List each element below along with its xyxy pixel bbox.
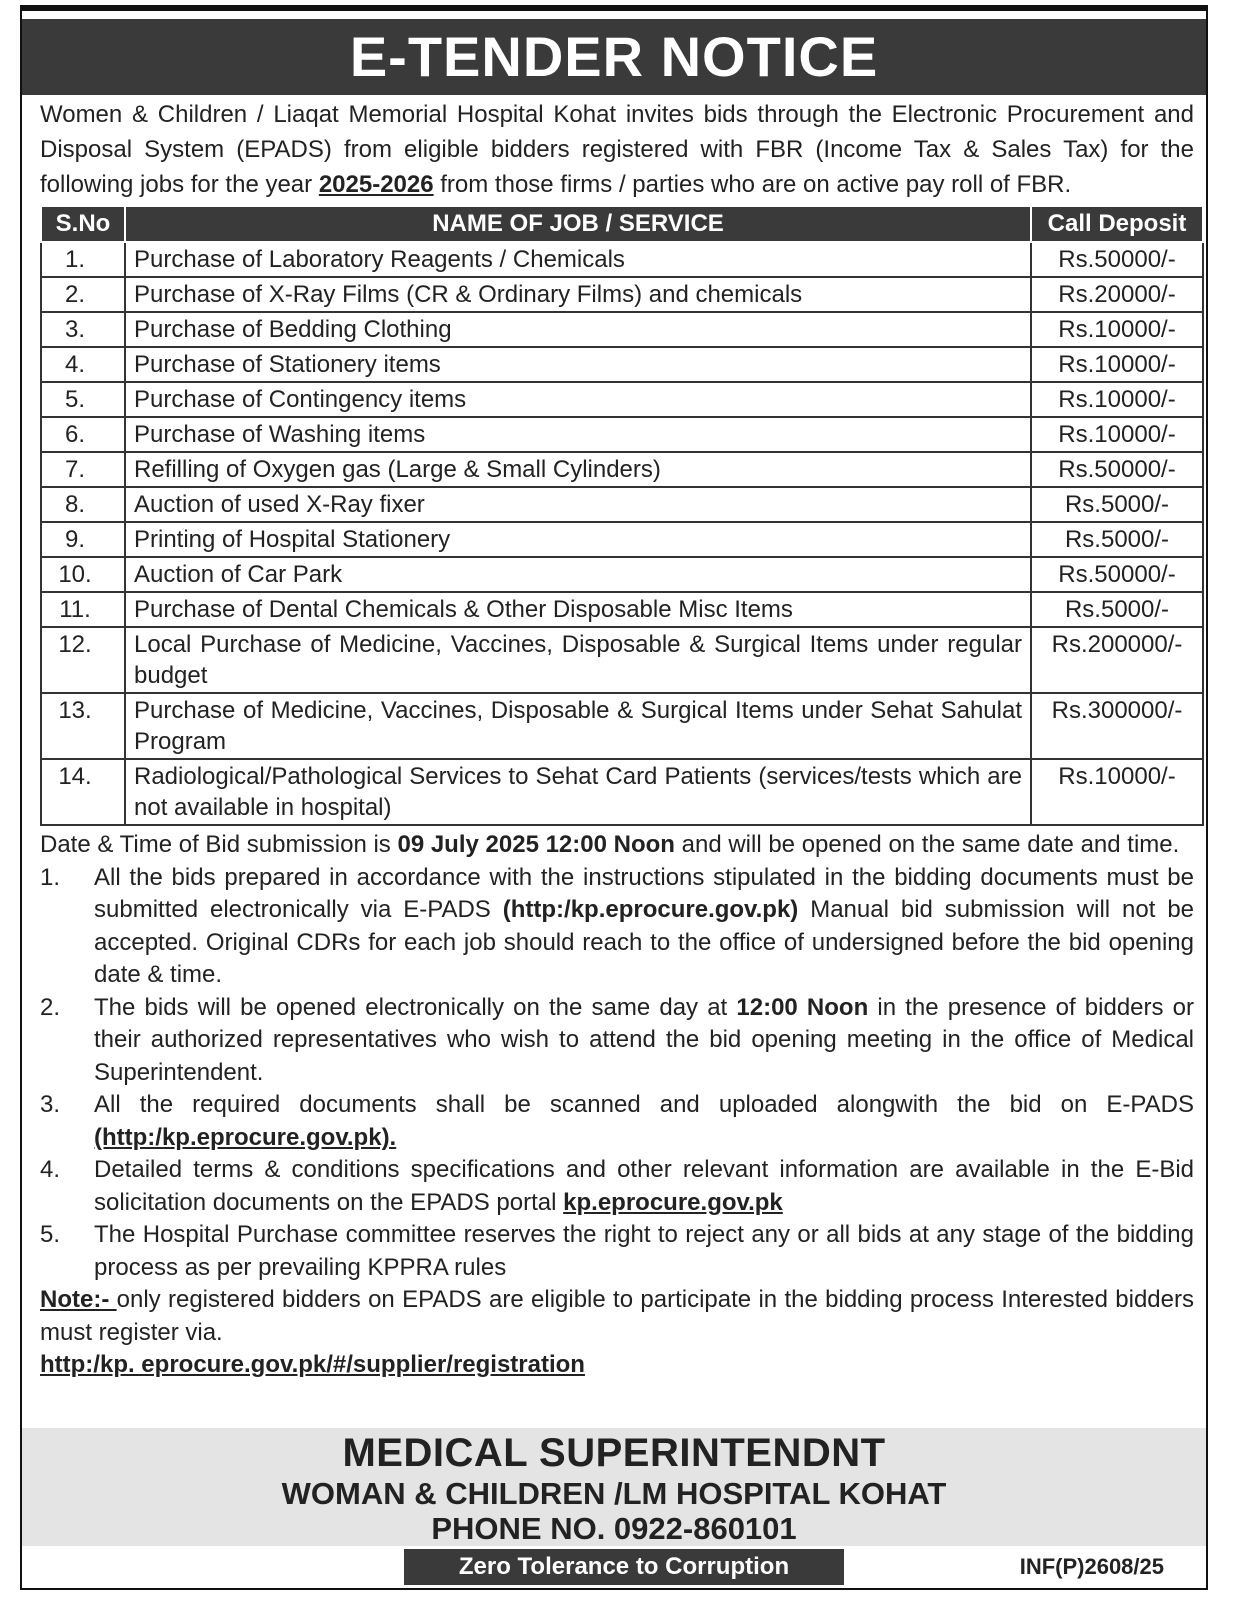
term-text-end: in the presence of bidders or their authorized representatives who wish to attend the bid opening meeting in the office of Medical Superintendent. xyxy=(94,993,1194,1086)
table-row xyxy=(41,693,1203,759)
row-deposit: Rs.10000/- xyxy=(1031,347,1203,382)
jobs-table xyxy=(40,205,1204,826)
intro-text-end: from those firms / parties who are on active pay roll of FBR. xyxy=(433,171,1072,198)
header-job-name: NAME OF JOB / SERVICE xyxy=(125,206,1031,242)
row-deposit: Rs.50000/- xyxy=(1031,557,1203,592)
row-sno: 13. xyxy=(41,693,125,759)
row-sno: 3. xyxy=(41,312,125,347)
list-item xyxy=(40,1154,1194,1219)
designation: MEDICAL SUPERINTENDNT xyxy=(342,1431,886,1475)
intro-year: 2025-2026 xyxy=(318,171,434,198)
phone-number: PHONE NO. 0922-860101 xyxy=(431,1511,797,1546)
row-job-name: Auction of used X-Ray fixer xyxy=(125,487,1031,522)
header-call-deposit: Call Deposit xyxy=(1031,206,1203,242)
term-emphasis: 12:00 Noon xyxy=(736,993,869,1021)
term-number: 4. xyxy=(40,1156,61,1183)
table-header-row xyxy=(41,206,1203,242)
row-deposit: Rs.200000/- xyxy=(1031,627,1203,693)
row-sno: 11. xyxy=(41,592,125,627)
notice-frame xyxy=(20,5,1208,1590)
row-job-name: Purchase of X-Ray Films (CR & Ordinary Films) and chemicals xyxy=(125,277,1031,312)
note-text: only registered bidders on EPADS are eligible to participate in the bidding process Interested bidders must register via. xyxy=(40,1286,1194,1346)
term-text: Detailed terms & conditions specifications and other relevant information are available in the E-Bid solicitation documents on the EPADS portal xyxy=(94,1156,1194,1216)
term-link[interactable]: (http:/kp.eprocure.gov.pk). xyxy=(94,1123,397,1151)
row-sno: 9. xyxy=(41,522,125,557)
term-link[interactable]: (http:/kp.eprocure.gov.pk) xyxy=(502,896,799,923)
row-deposit: Rs.50000/- xyxy=(1031,242,1203,277)
row-deposit: Rs.10000/- xyxy=(1031,312,1203,347)
note-label: Note:- xyxy=(40,1286,117,1313)
row-job-name: Purchase of Dental Chemicals & Other Disposable Misc Items xyxy=(125,592,1031,627)
term-text: All the bids prepared in accordance with the instructions stipulated in the bidding documents must be submitted electronically via E-PADS xyxy=(94,863,1194,923)
row-job-name: Printing of Hospital Stationery xyxy=(125,522,1031,557)
signature-block xyxy=(22,1428,1206,1546)
row-sno: 14. xyxy=(41,759,125,825)
row-job-name: Purchase of Bedding Clothing xyxy=(125,312,1031,347)
term-text: The bids will be opened electronically on the same day at xyxy=(94,993,737,1021)
submission-paragraph xyxy=(40,829,1194,862)
office-name: WOMAN & CHILDREN /LM HOSPITAL KOHAT xyxy=(281,1476,947,1511)
row-sno: 10. xyxy=(41,557,125,592)
row-deposit: Rs.10000/- xyxy=(1031,759,1203,825)
note-paragraph xyxy=(40,1284,1194,1349)
table-row xyxy=(41,242,1203,277)
row-job-name: Purchase of Washing items xyxy=(125,417,1031,452)
table-row xyxy=(41,277,1203,312)
row-job-name: Radiological/Pathological Services to Sehat Card Patients (services/tests which are not available in hospital) xyxy=(125,759,1031,825)
term-number: 2. xyxy=(40,993,61,1021)
row-deposit: Rs.5000/- xyxy=(1031,487,1203,522)
terms-list xyxy=(40,862,1194,1285)
row-sno: 12. xyxy=(41,627,125,693)
submission-datetime: 09 July 2025 12:00 Noon xyxy=(397,831,675,858)
list-item xyxy=(40,1089,1194,1154)
list-item xyxy=(40,1219,1194,1284)
row-sno: 1. xyxy=(41,242,125,277)
row-deposit: Rs.20000/- xyxy=(1031,277,1203,312)
table-row xyxy=(41,417,1203,452)
table-row xyxy=(41,452,1203,487)
term-number: 3. xyxy=(40,1091,61,1118)
notice-title: E-TENDER NOTICE xyxy=(22,19,1206,95)
row-job-name: Purchase of Contingency items xyxy=(125,382,1031,417)
header-sno: S.No xyxy=(41,206,125,242)
term-text-end: Manual bid submission will not be accepted. Original CDRs for each job should reach to the office of undersigned before the bid opening date & time. xyxy=(94,896,1195,988)
row-job-name: Auction of Car Park xyxy=(125,557,1031,592)
row-sno: 7. xyxy=(41,452,125,487)
row-deposit: Rs.5000/- xyxy=(1031,592,1203,627)
submission-text: Date & Time of Bid submission is xyxy=(40,831,398,858)
top-rule xyxy=(22,7,1206,11)
registration-link[interactable]: http:/kp. eprocure.gov.pk/#/supplier/registration xyxy=(40,1351,585,1378)
note-link-line xyxy=(40,1349,1194,1382)
intro-text: Women & Children / Liaqat Memorial Hospital Kohat invites bids through the Electronic Procurement and Disposal System (EPADS) from eligible bidders registered with FBR (Income Tax & Sales Tax) for the following jobs for the year xyxy=(40,101,1194,198)
term-text: All the required documents shall be scanned and uploaded alongwith the bid on E-PADS xyxy=(94,1091,1194,1118)
row-deposit: Rs.50000/- xyxy=(1031,452,1203,487)
row-job-name: Purchase of Medicine, Vaccines, Disposable & Surgical Items under Sehat Sahulat Program xyxy=(125,693,1031,759)
row-deposit: Rs.300000/- xyxy=(1031,693,1203,759)
row-sno: 4. xyxy=(41,347,125,382)
row-job-name: Purchase of Laboratory Reagents / Chemicals xyxy=(125,242,1031,277)
row-sno: 6. xyxy=(41,417,125,452)
list-item xyxy=(40,992,1194,1090)
table-row xyxy=(41,382,1203,417)
table-row xyxy=(41,557,1203,592)
row-sno: 2. xyxy=(41,277,125,312)
table-row xyxy=(41,487,1203,522)
table-row xyxy=(41,312,1203,347)
row-job-name: Local Purchase of Medicine, Vaccines, Disposable & Surgical Items under regular budget xyxy=(125,627,1031,693)
term-link[interactable]: kp.eprocure.gov.pk xyxy=(563,1188,783,1216)
reference-number: INF(P)2608/25 xyxy=(1019,1554,1164,1579)
term-number: 5. xyxy=(40,1221,61,1248)
row-deposit: Rs.10000/- xyxy=(1031,417,1203,452)
notice-body xyxy=(40,829,1194,1382)
intro-paragraph xyxy=(40,97,1194,202)
term-number: 1. xyxy=(40,863,61,891)
table-row xyxy=(41,759,1203,825)
table-row xyxy=(41,347,1203,382)
submission-text-end: and will be opened on the same date and time. xyxy=(674,831,1180,858)
list-item xyxy=(40,862,1194,992)
table-row xyxy=(41,592,1203,627)
term-text: The Hospital Purchase committee reserves the right to reject any or all bids at any stage of the bidding process as per prevailing KPPRA rules xyxy=(94,1221,1194,1281)
row-deposit: Rs.5000/- xyxy=(1031,522,1203,557)
slogan-banner: Zero Tolerance to Corruption xyxy=(404,1549,844,1585)
table-row xyxy=(41,522,1203,557)
table-row xyxy=(41,627,1203,693)
row-deposit: Rs.10000/- xyxy=(1031,382,1203,417)
row-sno: 8. xyxy=(41,487,125,522)
row-sno: 5. xyxy=(41,382,125,417)
row-job-name: Purchase of Stationery items xyxy=(125,347,1031,382)
row-job-name: Refilling of Oxygen gas (Large & Small Cylinders) xyxy=(125,452,1031,487)
